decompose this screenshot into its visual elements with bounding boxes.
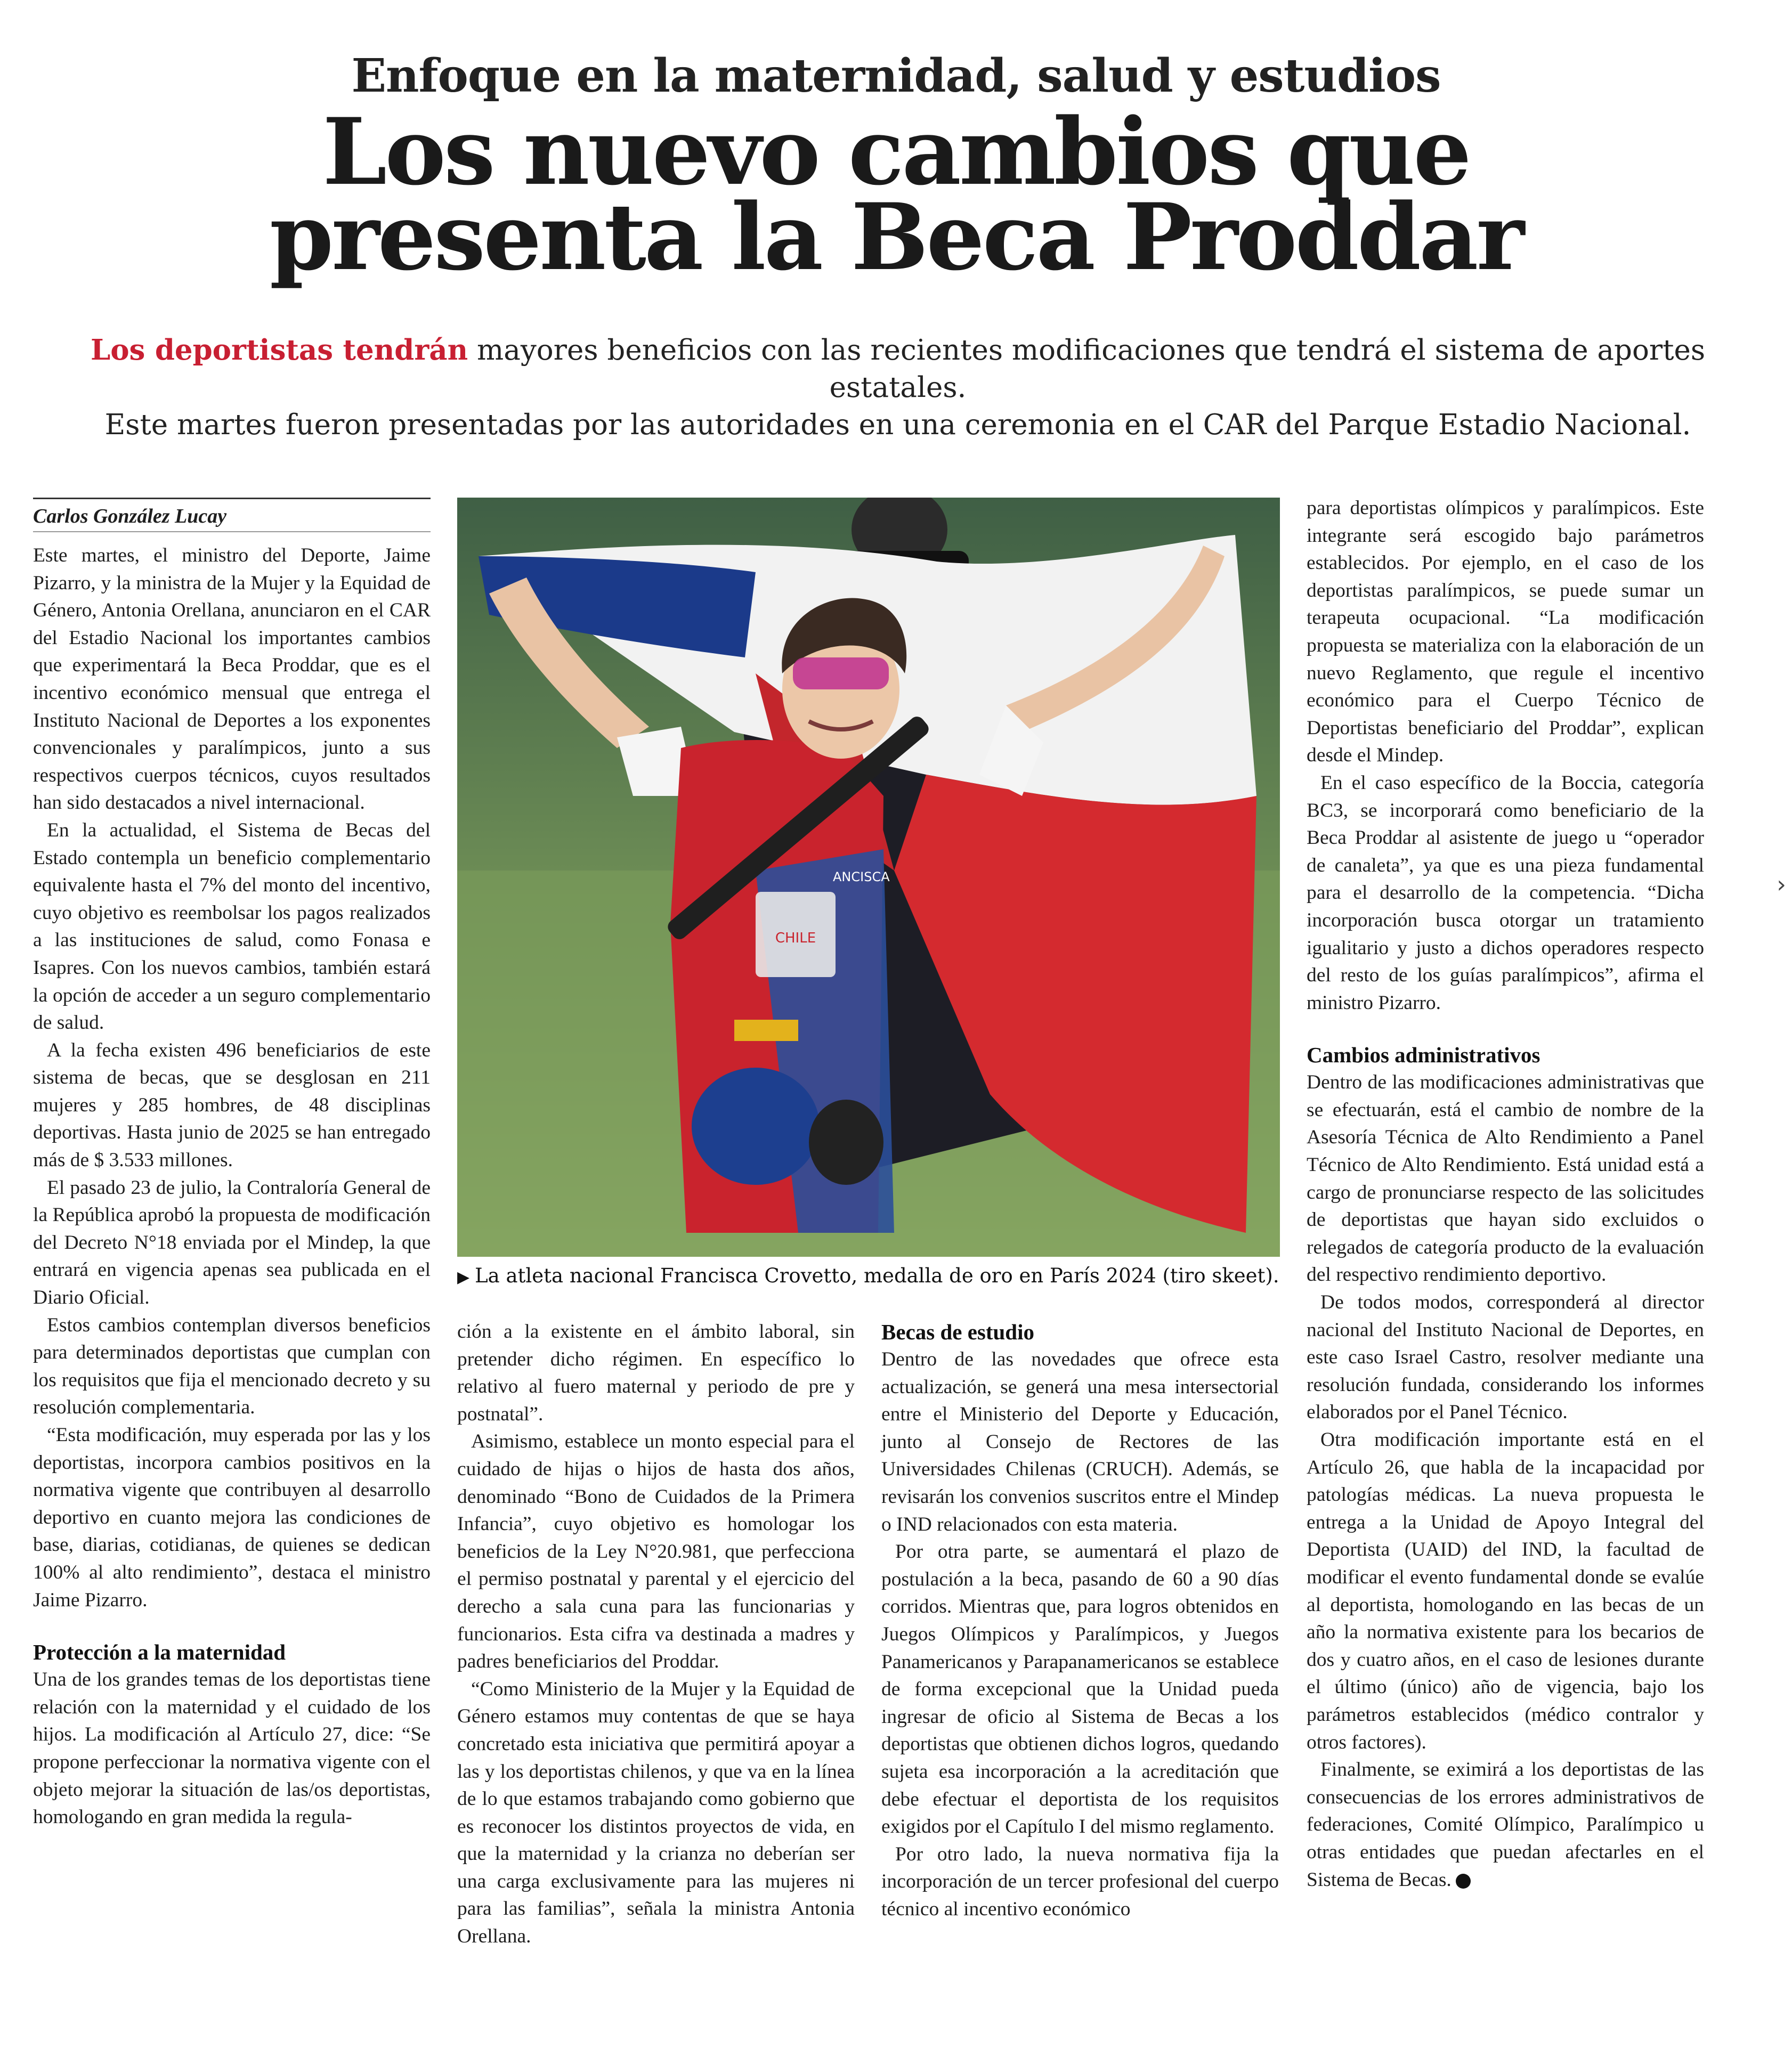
article-headline	[0, 97, 1792, 291]
column-4	[1307, 494, 1704, 1893]
headline-line-1: Los nuevo cambios que	[322, 97, 1470, 206]
subheading-maternidad: Protección a la maternidad	[33, 1640, 286, 1665]
byline: Carlos González Lucay	[33, 505, 227, 527]
bib-text: CHILE	[775, 930, 816, 946]
article-lead	[48, 331, 1748, 444]
lead-highlight: Los deportistas tendrán	[90, 334, 468, 367]
paragraph: ción a la existente en el ámbito laboral, sin pretender dicho régimen. En específico lo relativo al fuero maternal y periodo de pre y postnatal”.	[457, 1321, 855, 1425]
paragraph: Dentro de las modificaciones administrativas que se efectuarán, está el cambio de nombre de la Asesoría Técnica de Alto Rendimiento a Panel Técnico de Alto Rendimiento. Está unidad está a cargo de pronunciarse respecto de las solicitudes de deportistas que hayan sido excluidos o relegados de categoría producto de la evaluación del respectivo rendimiento deportivo.	[1307, 1071, 1704, 1286]
paragraph: En la actualidad, el Sistema de Becas del Estado contempla un beneficio complementario equivalente hasta el 7% del monto del incentivo, cuyo objetivo es reembolsar los pagos realizados a las instituciones de salud, como Fonasa e Isapres. Con los nuevos cambios, también estará la opción de acceder a un seguro complementario de salud.	[33, 819, 431, 1034]
article-photo	[457, 498, 1280, 1257]
paragraph: Estos cambios contemplan diversos beneficios para determinados deportistas que cumplan con los requisitos que fija el mencionado decreto y su resolución complementaria.	[33, 1314, 431, 1419]
subheading-becas-estudio: Becas de estudio	[881, 1320, 1034, 1344]
byline-box	[33, 498, 431, 532]
paragraph: “Esta modificación, muy esperada por las y los deportistas, incorpora cambios positivos en la normativa vigente que contribuyen al desarrollo deportivo en cuanto mejora las condiciones de base, diarias, cotidianas, de quienes se dedican 100% al alto rendimiento”, destaca el ministro Jaime Pizarro.	[33, 1424, 431, 1611]
article-kicker: Enfoque en la maternidad, salud y estudios	[351, 49, 1441, 103]
paragraph: Asimismo, establece un monto especial para el cuidado de hijas o hijos de hasta dos años, denominado “Bono de Cuidados de la Primera Infancia”, cuyo objetivo es homologar los beneficios de la Ley N°20.981, que perfecciona el permiso postnatal y parental y el ejercicio del derecho a sala cuna para las funcionarias y funcionarios. Esta cifra va destinada a madres y padres beneficiarios del Proddar.	[457, 1430, 855, 1673]
column-1	[33, 498, 431, 1831]
headline-line-2: presenta la Beca Proddar	[269, 183, 1523, 291]
paragraph: para deportistas olímpicos y paralímpicos. Este integrante será escogido bajo parámetros establecidos. Por ejemplo, en el caso de los deportistas paralímpicos, se puede sumar un terapeuta ocupacional. “La modificación propuesta se materializa con la elaboración de un nuevo Reglamento, que regule el incentivo económico para el Cuerpo Técnico de Deportistas beneficiario del Proddar”, explican desde el Mindep.	[1307, 497, 1704, 767]
paragraph: “Como Ministerio de la Mujer y la Equidad de Género estamos muy contentas de que se haya concretado esta iniciativa que permitirá apoyar a las y los deportistas chilenos, y que va en la línea de lo que estamos trabajando como gobierno que es reconocer los distintos proyectos de vida, en que la maternidad y la crianza no deberían ser una carga exclusivamente para las mujeres ni para las familias”, señala la ministra Antonia Orellana.	[457, 1678, 855, 1948]
paragraph: Por otra parte, se aumentará el plazo de postulación a la beca, pasando de 60 a 90 días corridos. Mientras que, para logros obtenidos en Juegos Olímpicos y Paralímpicos, y Juegos Panamericanos y Parapanamericanos se establece de forma excepcional que la Unidad pueda ingresar de oficio al Sistema de Becas a los deportistas que obtienen dichos logros, quedando sujeta esa incorporación a la acreditación que debe efectuar el deportista de los requisitos exigidos por el Capítulo I del mismo reglamento.	[881, 1541, 1279, 1838]
caption-marker-icon: ▶	[457, 1268, 470, 1287]
column-2	[457, 1318, 855, 1950]
paragraph: En el caso específico de la Boccia, categoría BC3, se incorporará como beneficiario de la Beca Proddar al asistente de juego u “operador de canaleta”, ya que es una pieza fundamental para el desarrollo de la competencia. “Dicha incorporación busca otorgar un tratamiento igualitario y justo a dichos operadores respecto del resto de los guías paralímpicos”, afirma el ministro Pizarro.	[1307, 771, 1704, 1014]
paragraph-text: Finalmente, se eximirá a los deportistas de las consecuencias de los errores administrativos de federaciones, Comité Olímpico, Paralímpico u otras entidades que puedan afectarles en el Sistema de Becas.	[1307, 1759, 1704, 1891]
end-of-article-icon	[1456, 1874, 1471, 1889]
paragraph: A la fecha existen 496 beneficiarios de este sistema de becas, que se desglosan en 211 mujeres y 285 hombres, de 48 disciplinas deportivas. Hasta junio de 2025 se han entregado más de $ 3.533 millones.	[33, 1039, 431, 1172]
paragraph: Dentro de las novedades que ofrece esta actualización, se generá una mesa intersectorial entre el Ministerio del Deporte y Educación, junto al Consejo de Rectores de las Universidades Chilenas (CRUCH). Además, se revisarán los convenios suscritos entre el Mindep o IND relacionados con esta materia.	[881, 1348, 1279, 1535]
lead-rest: mayores beneficios con las recientes modificaciones que tendrá el sistema de aportes estatales.	[468, 334, 1706, 404]
caption-text: La atleta nacional Francisca Crovetto, medalla de oro en París 2024 (tiro skeet).	[475, 1264, 1279, 1287]
paragraph	[1307, 1756, 1704, 1893]
paragraph: Este martes, el ministro del Deporte, Jaime Pizarro, y la ministra de la Mujer y la Equidad de Género, Antonia Orellana, anunciaron en el CAR del Estadio Nacional los importantes cambios que experimentará la Beca Proddar, que es el incentivo económico mensual que entrega el Instituto Nacional de Deportes a los exponentes convencionales y paralímpicos, junto a sus respectivos cuerpos técnicos, cuyos resultados han sido destacados a nivel internacional.	[33, 544, 431, 814]
photo-caption	[457, 1263, 1280, 1291]
lead-line-1	[48, 331, 1748, 406]
name-tag: ANCISCA	[833, 869, 890, 884]
paragraph: Por otro lado, la nueva normativa fija la incorporación de un tercer profesional del cuerpo técnico al incentivo económico	[881, 1843, 1279, 1920]
paragraph: De todos modos, corresponderá al director nacional del Instituto Nacional de Deportes, en este caso Israel Castro, resolver mediante una resolución fundada, considerando los informes elaborados por el Panel Técnico.	[1307, 1291, 1704, 1424]
paragraph: Otra modificación importante está en el Artículo 26, que habla de la incapacidad por patologías médicas. La nueva propuesta le entrega a la Unidad de Apoyo Integral del Deportista (UAID) del IND, la facultad de modificar el evento fundamental donde se evalúe al deportista, homologando en las becas de un año la normativa existente para los becarios de dos y cuatro años, en el caso de lesiones durante el último (único) año de vigencia, bajo los parámetros establecidos (médico contralor y otros factores).	[1307, 1429, 1704, 1753]
next-page-chevron-icon[interactable]: ›	[1777, 871, 1786, 898]
paragraph: Una de los grandes temas de los deportistas tiene relación con la maternidad y el cuidado de los hijos. La modificación al Artículo 27, dice: “Se propone perfeccionar la normativa vigente con el objeto mejorar la situación de las/os deportistas, homologando en gran medida la regula-	[33, 1669, 431, 1828]
athlete-with-flag-illustration	[457, 498, 1280, 1257]
column-3	[881, 1318, 1279, 1923]
subheading-cambios-administrativos: Cambios administrativos	[1307, 1043, 1540, 1068]
paragraph: El pasado 23 de julio, la Contraloría General de la República aprobó la propuesta de modificación del Decreto N°18 enviada por el Mindep, la que entrará en vigencia apenas sea publicada en el Diario Oficial.	[33, 1176, 431, 1309]
lead-line-2: Este martes fueron presentadas por las autoridades en una ceremonia en el CAR del Parque Estadio Nacional.	[104, 409, 1691, 441]
